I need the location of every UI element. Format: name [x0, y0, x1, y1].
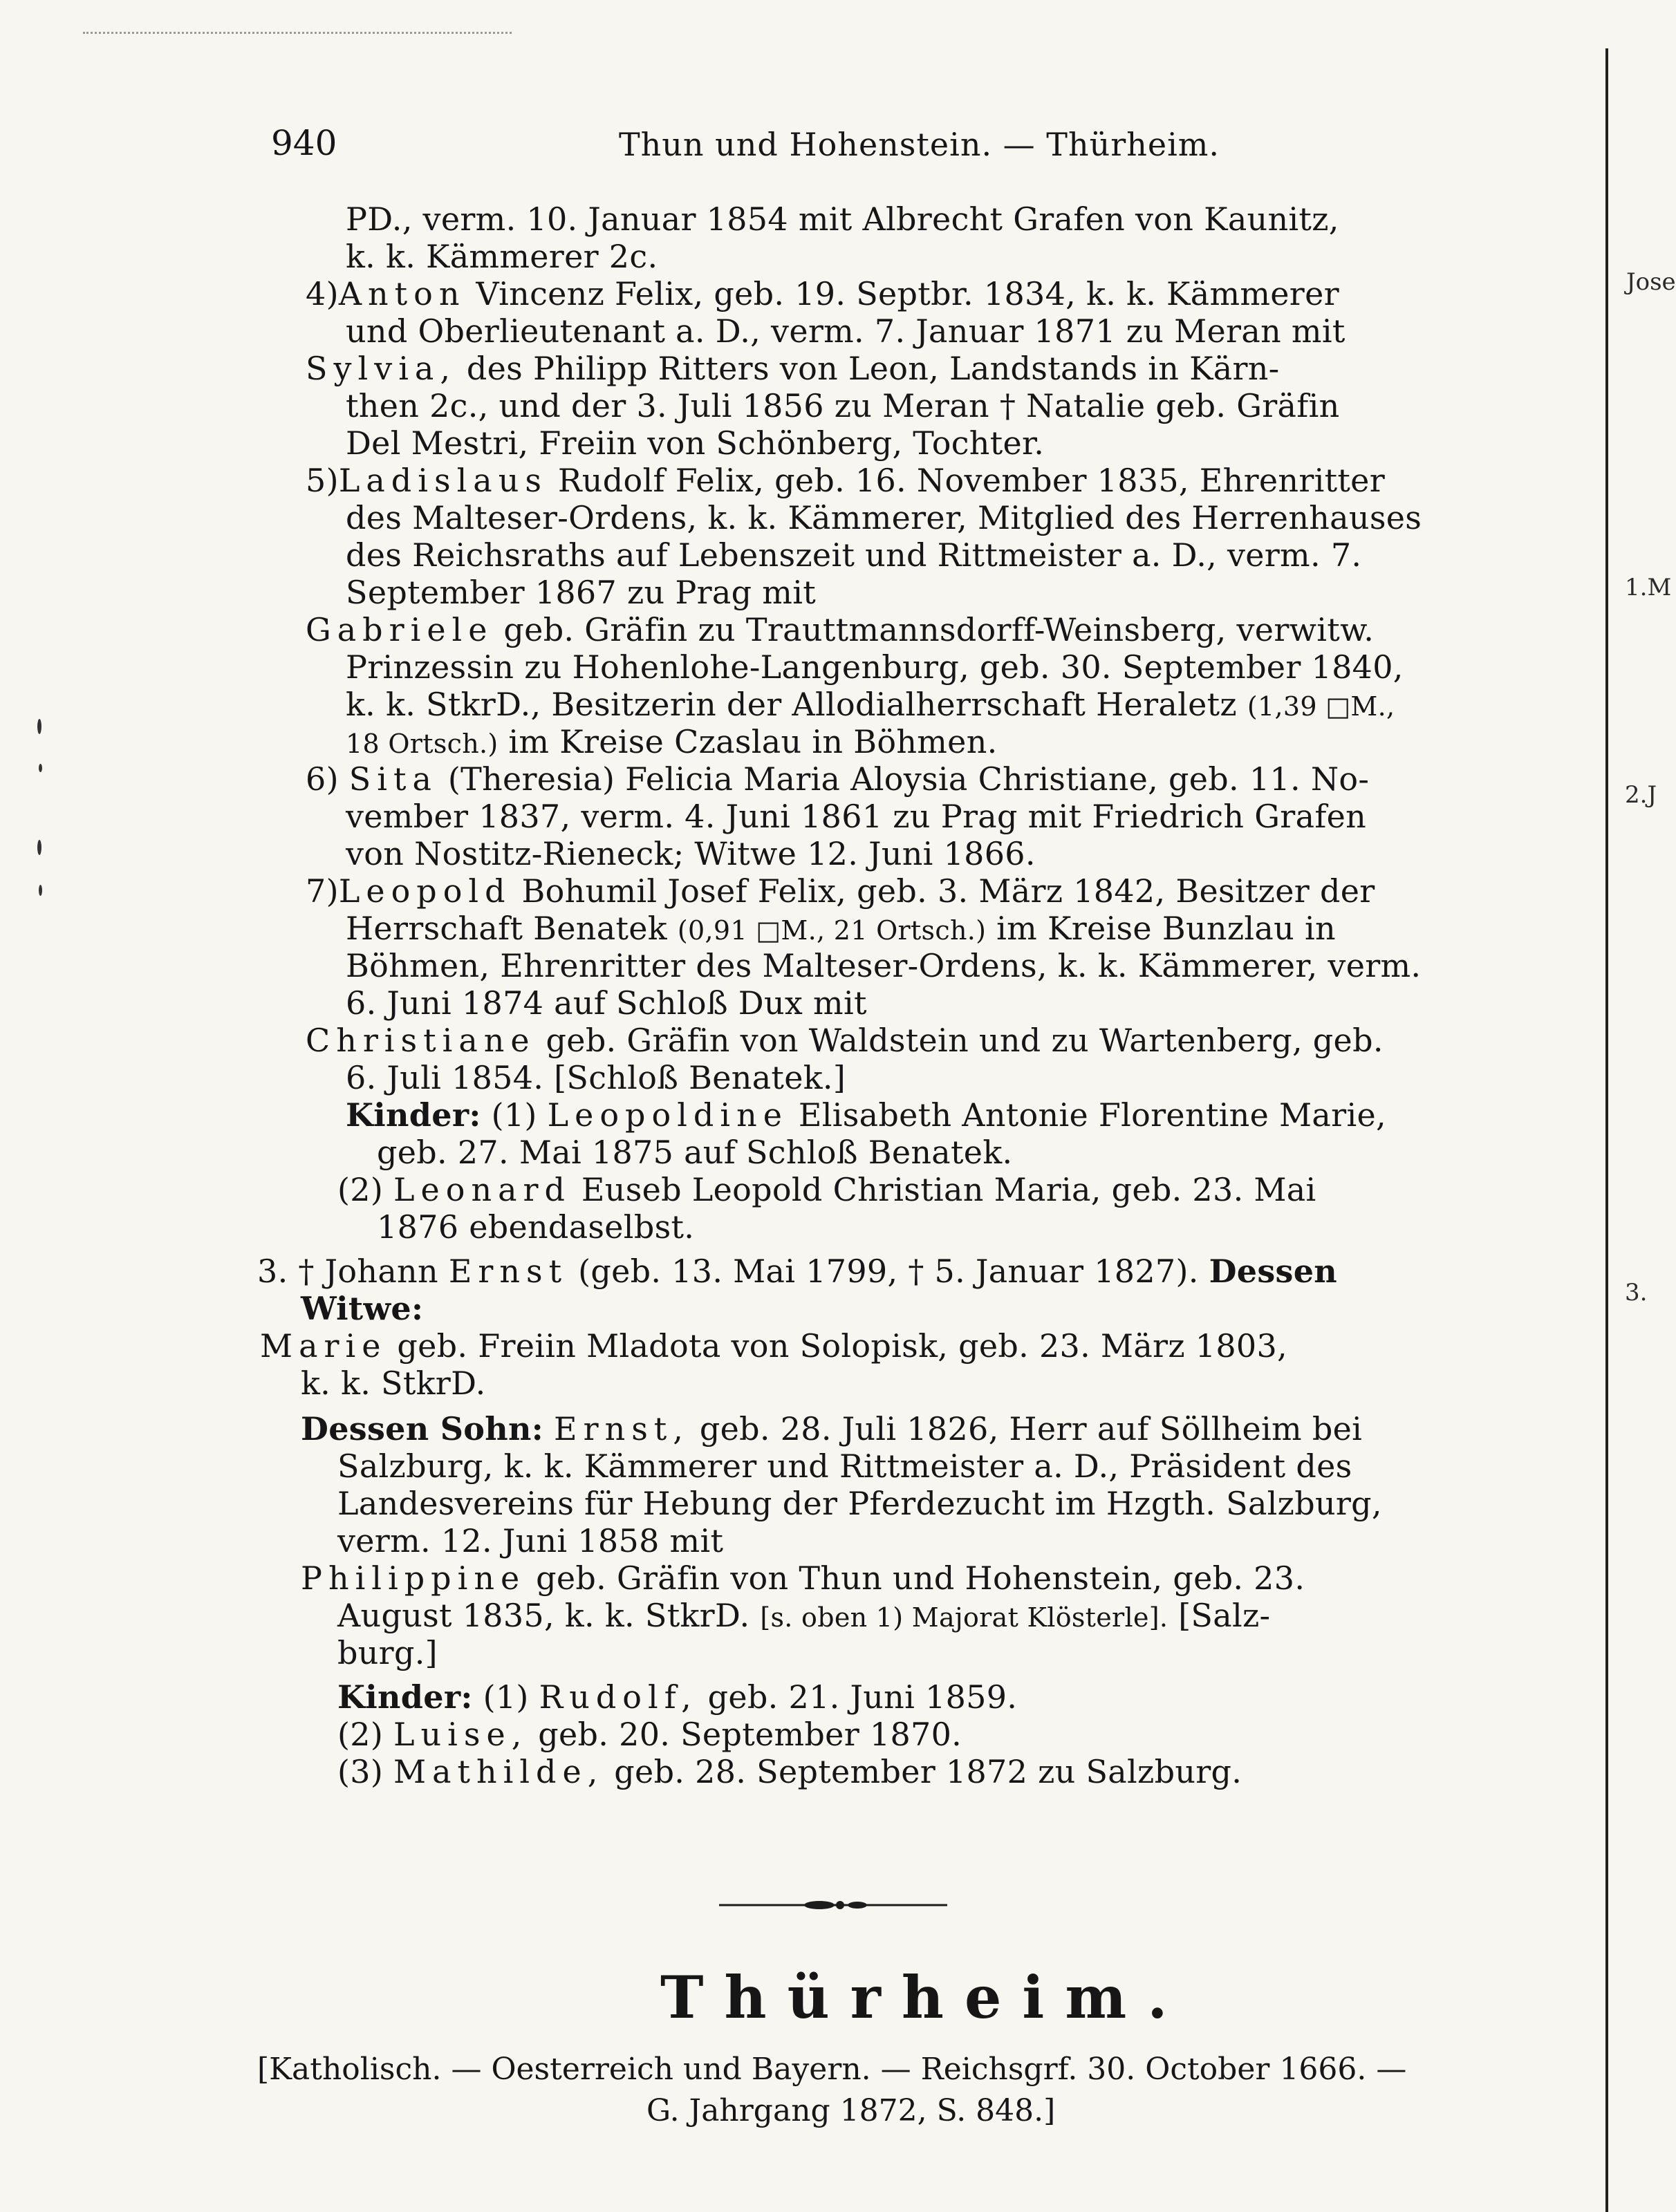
text-line: burg.] — [337, 1634, 438, 1671]
child-number: (3) — [337, 1753, 384, 1790]
entry-text: geb. 20. September 1870. — [538, 1716, 962, 1753]
entry-text: k. k. StkrD., Besitzerin der Allodialherrschaft Heraletz — [346, 686, 1237, 723]
text-line: 6. Juli 1854. [Schloß Benatek.] — [346, 1059, 846, 1096]
entry-text: geb. Gräfin von Waldstein und zu Wartenberg, geb. — [546, 1022, 1384, 1059]
text-line — [346, 1096, 1386, 1134]
section-title: Thürheim. — [660, 1963, 1189, 2032]
area-note: 18 Ortsch.) — [346, 729, 499, 759]
text-line — [257, 1253, 1337, 1290]
entry-text: geb. 28. Juli 1826, Herr auf Söllheim bei — [699, 1410, 1363, 1447]
person-name: Leopoldine — [547, 1096, 788, 1134]
entry-text: Bohumil Josef Felix, geb. 3. März 1842, Besitzer der — [521, 872, 1375, 910]
bleed-through-text: 2.J — [1625, 781, 1657, 809]
text-line: geb. 27. Mai 1875 auf Schloß Benatek. — [377, 1134, 1013, 1171]
entry-text: geb. 21. Juni 1859. — [707, 1678, 1018, 1716]
entry-text: Vincenz Felix, geb. 19. Septbr. 1834, k. k. Kämmerer — [476, 275, 1339, 312]
text-line: des Malteser-Ordens, k. k. Kämmerer, Mitglied des Herrenhauses — [346, 499, 1422, 536]
text-line — [337, 1753, 1242, 1790]
text-line — [337, 1171, 1316, 1208]
child-number: (1) — [491, 1096, 537, 1134]
entry-number: 6) — [306, 760, 339, 798]
person-name: Mathilde, — [393, 1753, 604, 1790]
text-line: verm. 12. Juni 1858 mit — [337, 1522, 724, 1559]
children-label: Kinder: — [346, 1096, 481, 1134]
page-gutter-rule — [1605, 48, 1608, 2212]
son-label: Dessen Sohn: — [301, 1410, 544, 1447]
text-line: k. k. StkrD. — [301, 1365, 486, 1402]
entry-number: 5) — [306, 462, 339, 499]
child-number: (1) — [483, 1678, 529, 1716]
person-name: Anton — [338, 275, 466, 312]
entry-number: 7) — [306, 872, 339, 910]
ornament-divider — [719, 1897, 947, 1913]
entry-text: Euseb Leopold Christian Maria, geb. 23. Mai — [581, 1171, 1316, 1208]
text-line: und Oberlieutenant a. D., verm. 7. Januar 1871 zu Meran mit — [346, 312, 1346, 350]
entry-text: geb. Gräfin zu Trauttmannsdorff-Weinsberg, verwitw. — [503, 611, 1375, 648]
entry-text: Johann — [324, 1253, 438, 1290]
entry-text: des Philipp Ritters von Leon, Landstands in Kärn- — [466, 350, 1280, 387]
text-line — [306, 350, 1280, 387]
entry-text: im Kreise Czaslau in Böhmen. — [508, 723, 998, 760]
bleed-through-text: 1.M — [1625, 574, 1672, 601]
text-line: Salzburg, k. k. Kämmerer und Rittmeister a. D., Präsident des — [337, 1447, 1352, 1485]
text-line: PD., verm. 10. Januar 1854 mit Albrecht Grafen von Kaunitz, — [346, 200, 1339, 238]
entry-text: geb. Gräfin von Thun und Hohenstein, geb. 23. — [536, 1559, 1305, 1597]
person-name: Sita — [348, 760, 438, 798]
text-line — [306, 462, 1385, 499]
text-line — [301, 1559, 1305, 1597]
text-line: then 2c., und der 3. Juli 1856 zu Meran † Natalie geb. Gräfin — [346, 387, 1340, 424]
text-line — [306, 611, 1374, 648]
text-line: des Reichsraths auf Lebenszeit und Rittmeister a. D., verm. 7. — [346, 536, 1362, 574]
entry-text: [Salz- — [1178, 1597, 1271, 1634]
text-line: von Nostitz-Rieneck; Witwe 12. Juni 1866. — [346, 835, 1036, 872]
person-name: Rudolf, — [539, 1678, 698, 1716]
person-name: Ladislaus — [338, 462, 548, 499]
text-line: Landesvereins für Hebung der Pferdezucht im Hzgth. Salzburg, — [337, 1485, 1382, 1522]
child-number: (2) — [337, 1716, 384, 1753]
text-line: 1876 ebendaselbst. — [377, 1208, 695, 1246]
person-name: Philippine — [301, 1559, 526, 1597]
text-line — [337, 1716, 962, 1753]
person-name: Luise, — [393, 1716, 528, 1753]
entry-text: Elisabeth Antonie Florentine Marie, — [798, 1096, 1386, 1134]
margin-speck — [39, 764, 42, 772]
entry-number: 3. † — [257, 1253, 315, 1290]
text-line: Prinzessin zu Hohenlohe-Langenburg, geb. 30. September 1840, — [346, 648, 1404, 686]
text-line: k. k. Kämmerer 2c. — [346, 238, 658, 275]
person-name: Ernst, — [554, 1410, 689, 1447]
text-line — [337, 1678, 1017, 1716]
entry-text: Rudolf Felix, geb. 16. November 1835, Ehrenritter — [557, 462, 1385, 499]
margin-speck — [39, 885, 42, 896]
person-name: Gabriele — [306, 611, 494, 648]
text-line — [346, 910, 1336, 949]
entry-text: Dessen — [1209, 1253, 1338, 1290]
text-line — [346, 723, 998, 762]
area-note: (1,39 □M., — [1247, 691, 1395, 722]
bleed-through-text: 3. — [1625, 1279, 1648, 1306]
text-line: September 1867 zu Prag mit — [346, 574, 817, 611]
text-line — [306, 760, 1369, 798]
text-line — [337, 1597, 1270, 1636]
section-note-line: [Katholisch. — Oesterreich und Bayern. — Reichsgrf. 30. October 1666. — — [257, 2052, 1407, 2087]
bleed-through-text: Jose — [1626, 268, 1676, 296]
text-line — [346, 686, 1395, 725]
page-number: 940 — [271, 123, 337, 163]
entry-text: geb. 28. September 1872 zu Salzburg. — [614, 1753, 1242, 1790]
person-name: Leopold — [338, 872, 512, 910]
scan-artifact-top — [83, 32, 512, 37]
text-line: Böhmen, Ehrenritter des Malteser-Ordens, k. k. Kämmerer, verm. — [346, 947, 1422, 984]
entry-text: (geb. 13. Mai 1799, † 5. Januar 1827). — [578, 1253, 1199, 1290]
text-line — [306, 1022, 1384, 1059]
entry-text: August 1835, k. k. StkrD. — [337, 1597, 750, 1634]
person-name: Marie — [260, 1327, 387, 1365]
text-line — [306, 872, 1375, 910]
cross-reference: [s. oben 1) Majorat Klösterle]. — [760, 1602, 1168, 1633]
entry-number: 4) — [306, 275, 339, 312]
entry-text: im Kreise Bunzlau in — [996, 910, 1336, 947]
text-line: vember 1837, verm. 4. Juni 1861 zu Prag mit Friedrich Grafen — [346, 798, 1367, 835]
entry-text: Herrschaft Benatek — [346, 910, 667, 947]
text-line: Witwe: — [301, 1290, 424, 1327]
entry-text: (Theresia) Felicia Maria Aloysia Christiane, geb. 11. No- — [447, 760, 1370, 798]
text-line — [306, 275, 1339, 312]
text-line: 6. Juni 1874 auf Schloß Dux mit — [346, 984, 867, 1022]
margin-speck — [37, 719, 41, 734]
child-number: (2) — [337, 1171, 384, 1208]
text-line: Del Mestri, Freiin von Schönberg, Tochter. — [346, 424, 1045, 462]
margin-speck — [37, 840, 41, 855]
entry-text: geb. Freiin Mladota von Solopisk, geb. 23. März 1803, — [397, 1327, 1287, 1365]
running-title: Thun und Hohenstein. — Thürheim. — [619, 126, 1220, 163]
person-name: Sylvia, — [306, 350, 456, 387]
person-name: Leonard — [393, 1171, 571, 1208]
person-name: Christiane — [306, 1022, 536, 1059]
text-line — [301, 1410, 1362, 1447]
area-note: (0,91 □M., 21 Ortsch.) — [677, 915, 987, 946]
text-line — [260, 1327, 1287, 1365]
person-name: Ernst — [448, 1253, 568, 1290]
children-label: Kinder: — [337, 1678, 473, 1716]
section-note-line: G. Jahrgang 1872, S. 848.] — [646, 2093, 1056, 2128]
